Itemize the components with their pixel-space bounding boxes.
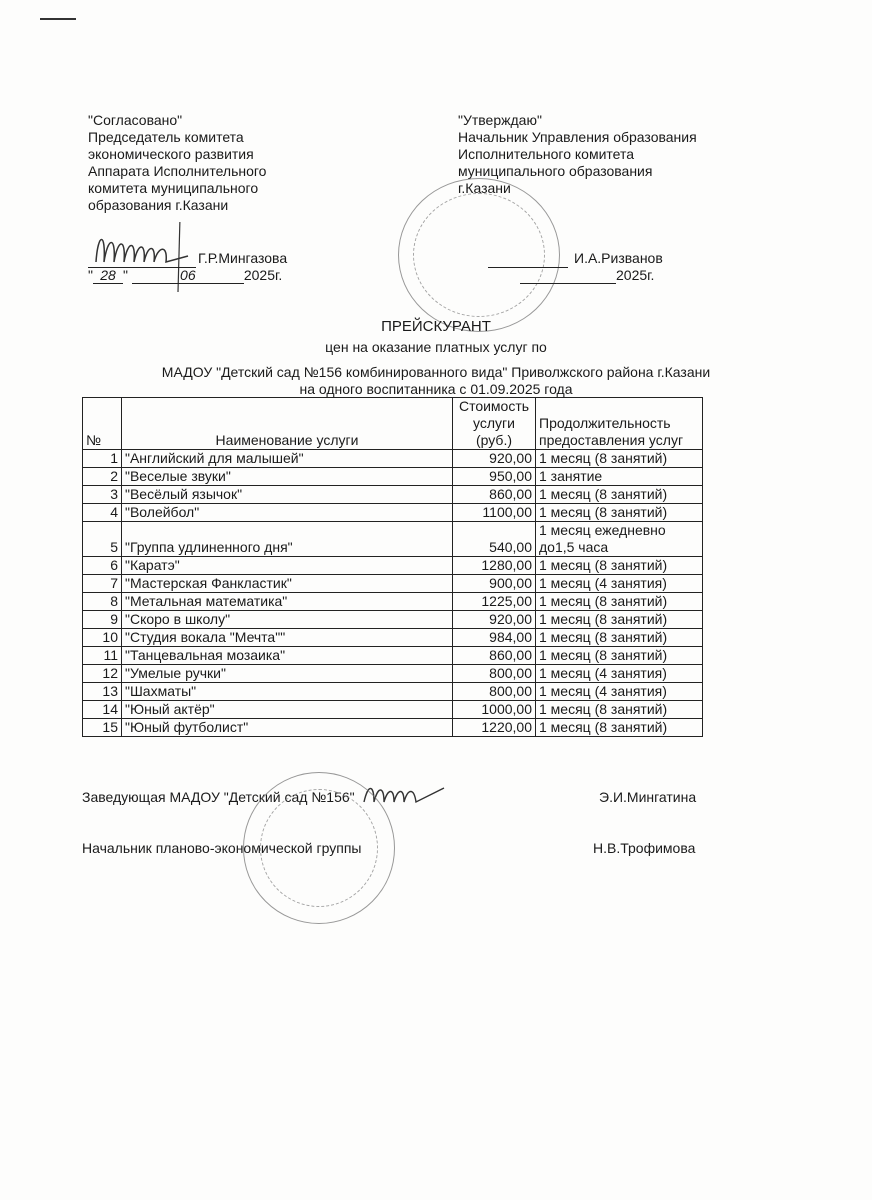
service-name: "Волейбол" bbox=[122, 504, 453, 522]
date-month: 06 bbox=[132, 267, 244, 284]
row-number: 11 bbox=[83, 647, 122, 665]
signature-line-right bbox=[488, 250, 568, 268]
row-number: 5 bbox=[83, 522, 122, 557]
head-role: Заведующая МАДОУ "Детский сад №156" bbox=[82, 789, 355, 805]
date-year: 2025г. bbox=[616, 267, 655, 283]
table-row bbox=[83, 522, 703, 557]
row-number: 3 bbox=[83, 486, 122, 504]
service-duration: 1 месяц (8 занятий) bbox=[536, 719, 703, 737]
table-row bbox=[83, 450, 703, 468]
table-row bbox=[83, 647, 703, 665]
table-row bbox=[83, 719, 703, 737]
service-price: 1220,00 bbox=[453, 719, 536, 737]
service-price: 1000,00 bbox=[453, 701, 536, 719]
service-name: "Юный актёр" bbox=[122, 701, 453, 719]
service-price: 920,00 bbox=[453, 611, 536, 629]
service-duration: 1 месяц (8 занятий) bbox=[536, 629, 703, 647]
organization-line: МАДОУ "Детский сад №156 комбинированного вида" Приволжского района г.Казани bbox=[161, 364, 711, 380]
table-row bbox=[83, 575, 703, 593]
date-year: 2025г. bbox=[243, 267, 283, 283]
row-number: 4 bbox=[83, 504, 122, 522]
service-duration: 1 месяц (8 занятий) bbox=[536, 486, 703, 504]
approval-left-line: Аппарата Исполнительного bbox=[88, 163, 267, 179]
scan-mark bbox=[40, 18, 76, 20]
header-price: Стоимость услуги (руб.) bbox=[453, 398, 536, 450]
service-price: 950,00 bbox=[453, 468, 536, 486]
row-number: 8 bbox=[83, 593, 122, 611]
service-name: "Танцевальная мозаика" bbox=[122, 647, 453, 665]
service-name: "Скоро в школу" bbox=[122, 611, 453, 629]
service-price: 800,00 bbox=[453, 665, 536, 683]
service-duration: 1 месяц (8 занятий) bbox=[536, 450, 703, 468]
row-number: 13 bbox=[83, 683, 122, 701]
table-row bbox=[83, 683, 703, 701]
signature-line-left bbox=[88, 250, 196, 268]
service-name: "Каратэ" bbox=[122, 557, 453, 575]
date-line bbox=[520, 267, 616, 284]
approval-left-line: образования г.Казани bbox=[88, 197, 229, 213]
table-row bbox=[83, 611, 703, 629]
approval-left-heading: "Согласовано" bbox=[88, 112, 183, 128]
table-row bbox=[83, 701, 703, 719]
service-duration: 1 месяц (4 занятия) bbox=[536, 575, 703, 593]
row-number: 12 bbox=[83, 665, 122, 683]
service-duration: 1 месяц (8 занятий) bbox=[536, 593, 703, 611]
service-price: 920,00 bbox=[453, 450, 536, 468]
approval-left bbox=[88, 112, 266, 214]
planning-name: Н.В.Трофимова bbox=[593, 840, 696, 856]
service-price: 900,00 bbox=[453, 575, 536, 593]
table-header-row bbox=[83, 398, 703, 450]
header-num: № bbox=[83, 398, 122, 450]
row-number: 7 bbox=[83, 575, 122, 593]
approval-right-line: Начальник Управления образования bbox=[458, 129, 697, 145]
approval-left-line: экономического развития bbox=[88, 146, 254, 162]
approval-left-date: " 28 " 06 2025г. bbox=[88, 267, 283, 283]
row-number: 1 bbox=[83, 450, 122, 468]
row-number: 15 bbox=[83, 719, 122, 737]
planning-role: Начальник планово-экономической группы bbox=[82, 840, 362, 856]
table-row bbox=[83, 504, 703, 522]
price-table bbox=[82, 397, 703, 737]
service-name: "Метальная математика" bbox=[122, 593, 453, 611]
table-row bbox=[83, 593, 703, 611]
date-day: 28 bbox=[93, 267, 123, 284]
head-name: Э.И.Мингатина bbox=[599, 789, 697, 805]
service-price: 540,00 bbox=[453, 522, 536, 557]
table-row bbox=[83, 486, 703, 504]
service-price: 1100,00 bbox=[453, 504, 536, 522]
service-price: 860,00 bbox=[453, 486, 536, 504]
document-title: ПРЕЙСКУРАНТ bbox=[381, 318, 491, 335]
effective-date-line: на одного воспитанника с 01.09.2025 года bbox=[299, 381, 573, 397]
table-row bbox=[83, 665, 703, 683]
approval-right-date bbox=[520, 267, 654, 284]
table-row bbox=[83, 629, 703, 647]
service-name: "Группа удлиненного дня" bbox=[122, 522, 453, 557]
approval-right-signer: И.А.Ризванов bbox=[574, 250, 663, 266]
table-row bbox=[83, 557, 703, 575]
service-duration: 1 месяц (8 занятий) bbox=[536, 504, 703, 522]
row-number: 9 bbox=[83, 611, 122, 629]
service-name: "Веселые звуки" bbox=[122, 468, 453, 486]
approval-right-line: Исполнительного комитета bbox=[458, 146, 635, 162]
service-price: 1225,00 bbox=[453, 593, 536, 611]
service-duration: 1 месяц (8 занятий) bbox=[536, 557, 703, 575]
service-name: "Юный футболист" bbox=[122, 719, 453, 737]
service-duration: 1 занятие bbox=[536, 468, 703, 486]
row-number: 14 bbox=[83, 701, 122, 719]
approval-right-line: г.Казани bbox=[458, 180, 511, 196]
service-price: 984,00 bbox=[453, 629, 536, 647]
approval-right bbox=[458, 112, 697, 197]
service-name: "Мастерская Фанкластик" bbox=[122, 575, 453, 593]
approval-left-line: Председатель комитета bbox=[88, 129, 244, 145]
service-name: "Весёлый язычок" bbox=[122, 486, 453, 504]
service-duration: 1 месяц ежедневно до1,5 часа bbox=[536, 522, 703, 557]
header-name: Наименование услуги bbox=[122, 398, 453, 450]
header-duration: Продолжительность предоставления услуг bbox=[536, 398, 703, 450]
service-price: 800,00 bbox=[453, 683, 536, 701]
service-duration: 1 месяц (8 занятий) bbox=[536, 611, 703, 629]
service-price: 1280,00 bbox=[453, 557, 536, 575]
document-subtitle: цен на оказание платных услуг по bbox=[325, 339, 547, 355]
approval-left-line: комитета муниципального bbox=[88, 180, 259, 196]
approval-right-line: муниципального образования bbox=[458, 163, 653, 179]
table-row bbox=[83, 468, 703, 486]
signature-head bbox=[360, 780, 450, 810]
service-name: "Английский для малышей" bbox=[122, 450, 453, 468]
approval-right-heading: "Утверждаю" bbox=[458, 112, 542, 128]
service-duration: 1 месяц (8 занятий) bbox=[536, 647, 703, 665]
service-name: "Студия вокала "Мечта"" bbox=[122, 629, 453, 647]
service-price: 860,00 bbox=[453, 647, 536, 665]
row-number: 6 bbox=[83, 557, 122, 575]
row-number: 2 bbox=[83, 468, 122, 486]
service-name: "Умелые ручки" bbox=[122, 665, 453, 683]
row-number: 10 bbox=[83, 629, 122, 647]
approval-left-signer: Г.Р.Мингазова bbox=[198, 250, 288, 266]
service-duration: 1 месяц (4 занятия) bbox=[536, 665, 703, 683]
service-duration: 1 месяц (8 занятий) bbox=[536, 701, 703, 719]
service-duration: 1 месяц (4 занятия) bbox=[536, 683, 703, 701]
service-name: "Шахматы" bbox=[122, 683, 453, 701]
